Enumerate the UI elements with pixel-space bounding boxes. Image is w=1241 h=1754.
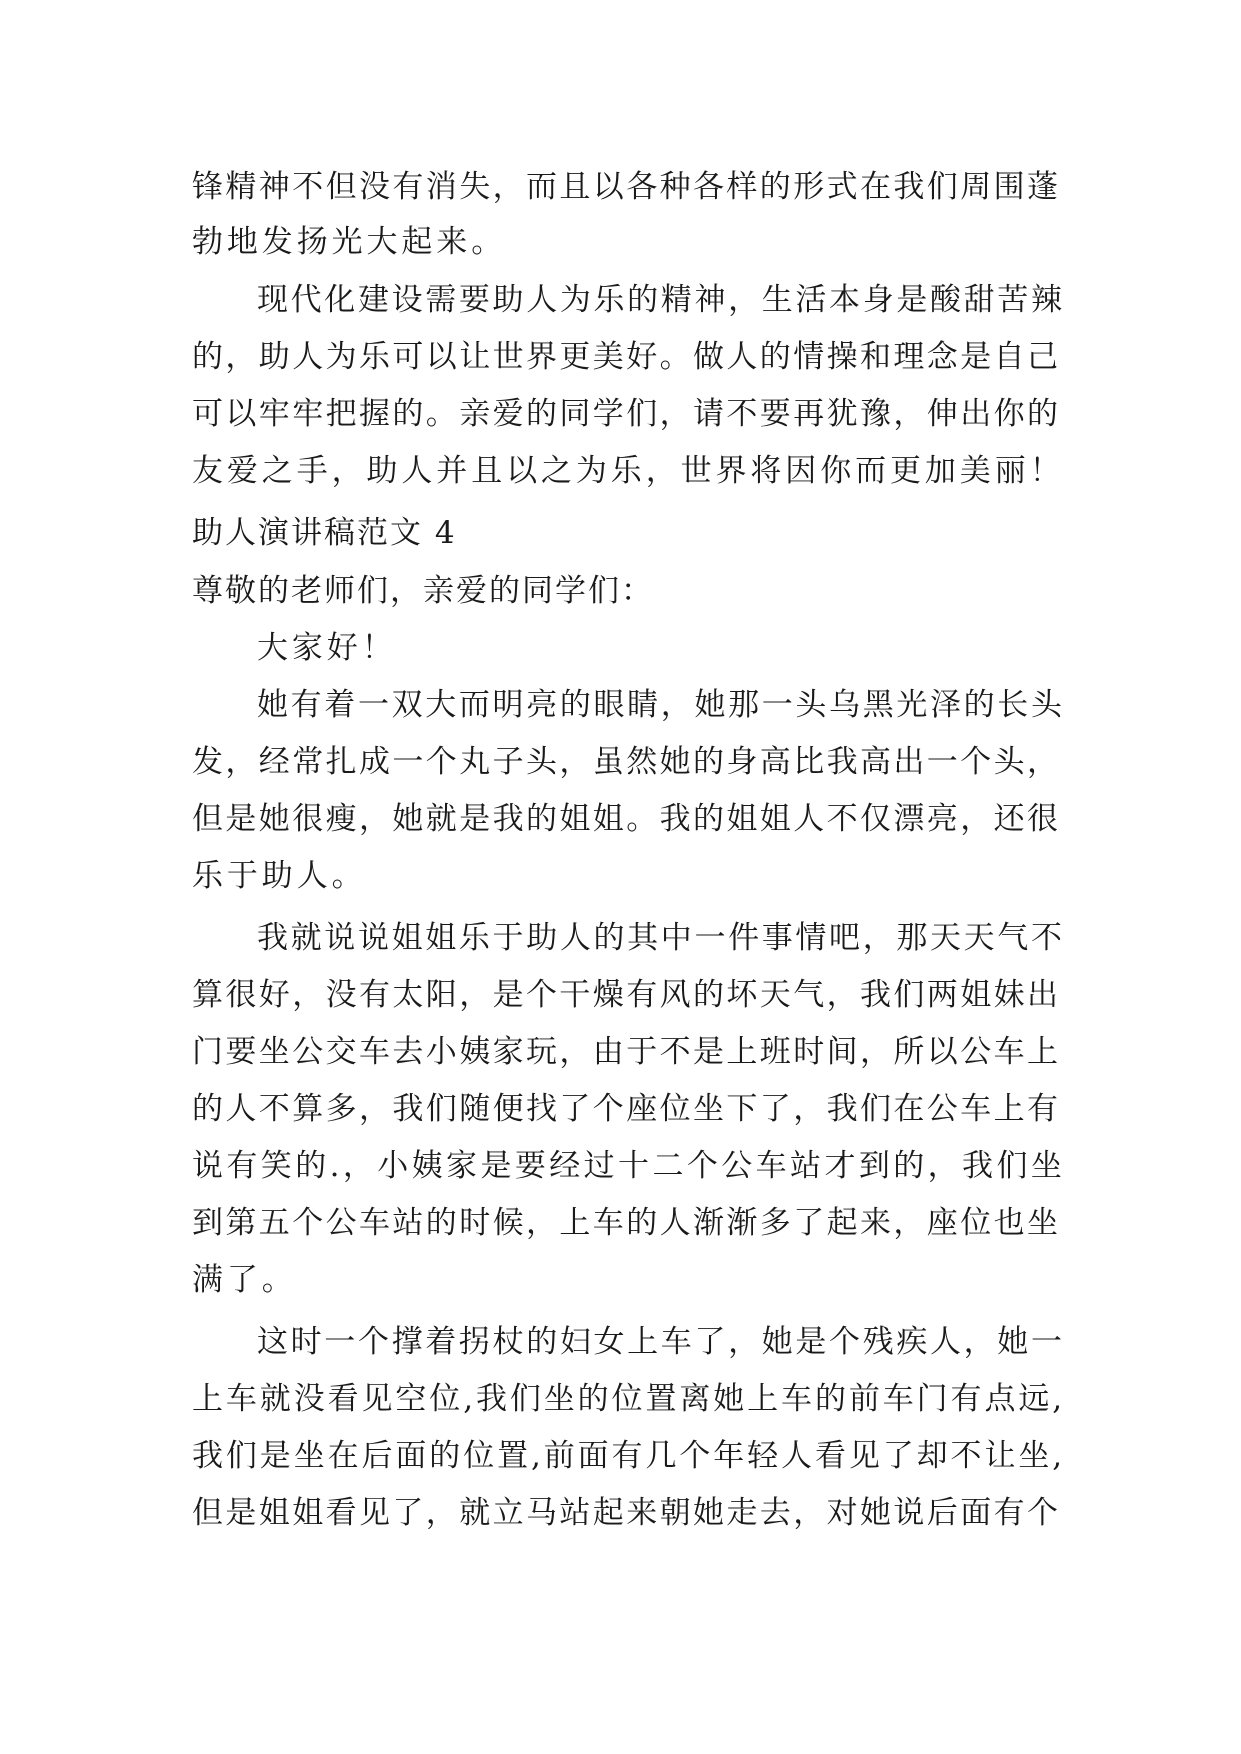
paragraph-line: 可以牢牢把握的。亲爱的同学们，请不要再犹豫，伸出你的 (192, 396, 1061, 432)
salutation: 尊敬的老师们，亲爱的同学们： (192, 573, 654, 609)
paragraph-line: 发，经常扎成一个丸子头，虽然她的身高比我高出一个头， (192, 744, 1061, 780)
greeting: 大家好！ (257, 630, 397, 666)
paragraph-line: 这时一个撑着拐杖的妇女上车了，她是个残疾人，她一 (257, 1324, 1065, 1360)
paragraph-line: 我就说说姐姐乐于助人的其中一件事情吧，那天天气不 (257, 920, 1065, 956)
paragraph-line: 算很好，没有太阳，是个干燥有风的坏天气，我们两姐妹出 (192, 977, 1061, 1013)
paragraph-line: 勃地发扬光大起来。 (192, 224, 507, 260)
paragraph-line: 门要坐公交车去小姨家玩，由于不是上班时间，所以公车上 (192, 1034, 1061, 1070)
paragraph-line: 锋精神不但没有消失，而且以各种各样的形式在我们周围蓬 (192, 169, 1061, 205)
paragraph-line: 的人不算多，我们随便找了个座位坐下了，我们在公车上有 (192, 1091, 1061, 1127)
paragraph-line: 说有笑的.，小姨家是要经过十二个公车站才到的，我们坐 (192, 1148, 1066, 1184)
paragraph-line: 到第五个公车站的时候，上车的人渐渐多了起来，座位也坐 (192, 1205, 1061, 1241)
paragraph-line: 她有着一双大而明亮的眼睛，她那一头乌黑光泽的长头 (257, 687, 1065, 723)
paragraph-line: 我们是坐在后面的位置,前面有几个年轻人看见了却不让坐, (192, 1438, 1066, 1474)
paragraph-line: 的，助人为乐可以让世界更美好。做人的情操和理念是自己 (192, 339, 1061, 375)
paragraph-line: 现代化建设需要助人为乐的精神，生活本身是酸甜苦辣 (257, 282, 1065, 318)
paragraph-line: 友爱之手，助人并且以之为乐，世界将因你而更加美丽！ (192, 453, 1065, 489)
paragraph-line: 乐于助人。 (192, 858, 367, 894)
paragraph-line: 上车就没看见空位,我们坐的位置离她上车的前车门有点远, (192, 1381, 1066, 1417)
section-heading: 助人演讲稿范文 4 (192, 515, 457, 551)
paragraph-line: 满了。 (192, 1262, 297, 1298)
paragraph-line: 但是姐姐看见了，就立马站起来朝她走去，对她说后面有个 (192, 1495, 1061, 1531)
paragraph-line: 但是她很瘦，她就是我的姐姐。我的姐姐人不仅漂亮，还很 (192, 801, 1061, 837)
